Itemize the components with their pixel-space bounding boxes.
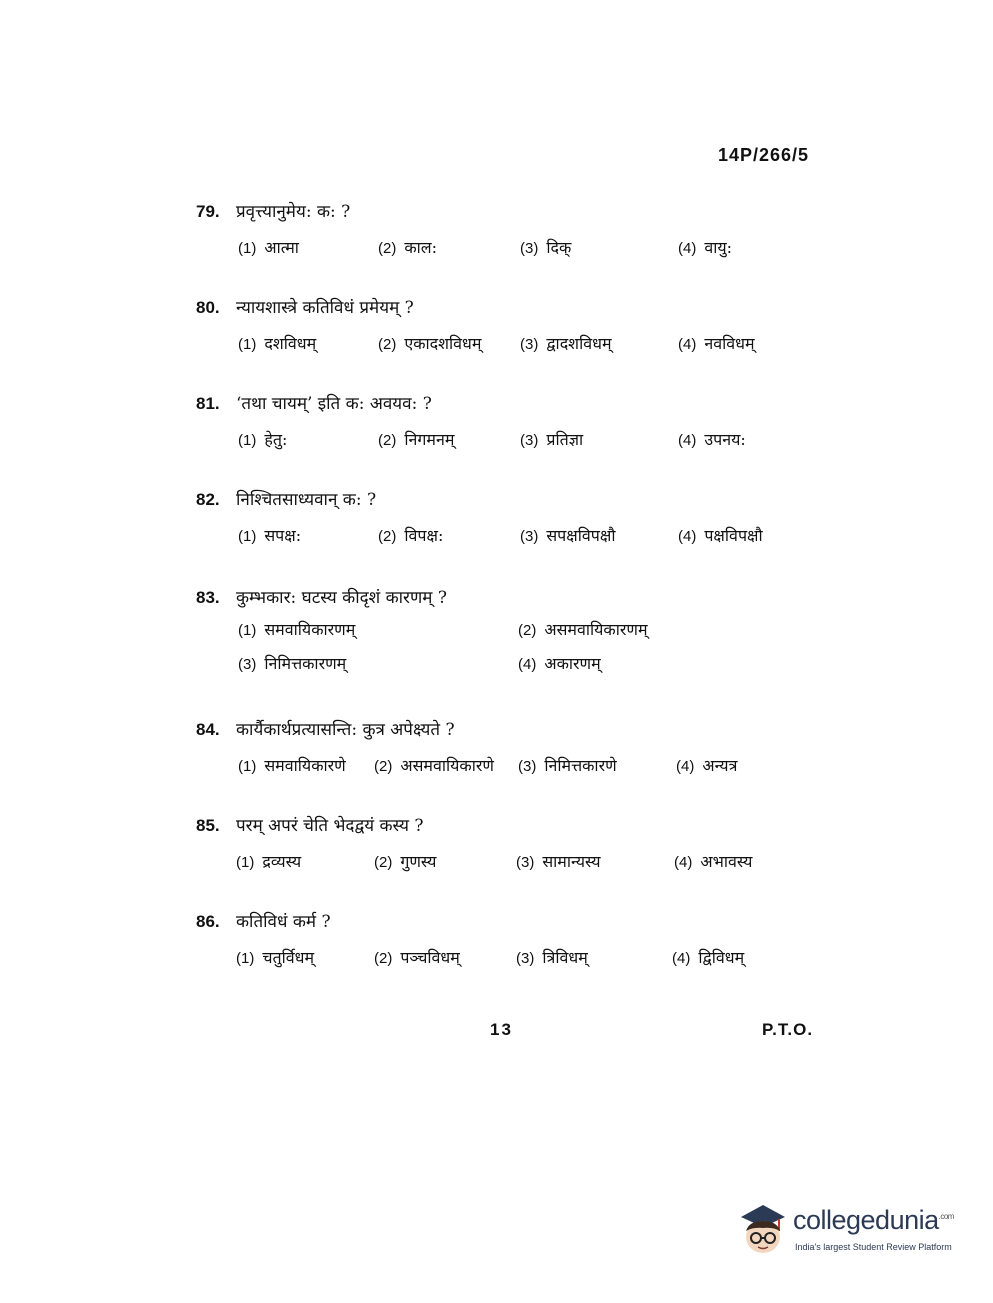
option-1: (1) चतुर्विधम् <box>236 948 315 967</box>
option-1: (1) समवायिकारणे <box>238 756 346 775</box>
option-3: (3) दिक् <box>520 238 572 257</box>
option-4: (4) अकारणम् <box>518 654 601 673</box>
question-text: प्रवृत्त्यानुमेय: क: ? <box>236 202 351 222</box>
question-79 <box>196 198 836 270</box>
question-text: कार्यैकार्थप्रत्यासन्ति: कुत्र अपेक्ष्यते ? <box>236 720 455 740</box>
question-81 <box>196 390 836 462</box>
question-86 <box>196 908 836 980</box>
question-number: 84. <box>196 720 220 739</box>
option-4: (4) पक्षविपक्षौ <box>678 526 763 545</box>
option-4: (4) अन्यत्र <box>676 756 738 775</box>
option-3: (3) निमित्तकारणम् <box>238 654 347 673</box>
options <box>196 332 836 366</box>
question-number: 86. <box>196 912 220 931</box>
question-text: ‘तथा चायम्’ इति क: अवयव: ? <box>236 394 432 414</box>
brand-suffix: .com <box>938 1212 954 1221</box>
options <box>196 850 836 884</box>
option-1: (1) द्रव्यस्य <box>236 852 302 871</box>
question-text: कतिविधं कर्म ? <box>236 912 331 932</box>
page-number: 13 <box>490 1020 513 1039</box>
option-4: (4) उपनय: <box>678 430 746 449</box>
options <box>196 946 836 980</box>
question-83 <box>196 584 836 688</box>
question-text: निश्चितसाध्यवान् क: ? <box>236 490 377 510</box>
option-3: (3) निमित्तकारणे <box>518 756 617 775</box>
option-2: (2) असमवायिकारणे <box>374 756 494 775</box>
options <box>196 524 836 558</box>
option-4: (4) अभावस्य <box>674 852 753 871</box>
option-2: (2) एकादशविधम् <box>378 334 482 353</box>
option-2: (2) पञ्चविधम् <box>374 948 460 967</box>
options <box>196 428 836 462</box>
option-4: (4) नवविधम् <box>678 334 755 353</box>
options <box>196 754 836 788</box>
option-2: (2) गुणस्य <box>374 852 437 871</box>
brand-tagline: India's largest Student Review Platform <box>795 1242 952 1252</box>
options <box>196 236 836 270</box>
option-1: (1) सपक्ष: <box>238 526 302 545</box>
question-number: 85. <box>196 816 220 835</box>
question-84 <box>196 716 836 788</box>
option-3: (3) द्वादशविधम् <box>520 334 612 353</box>
options <box>196 618 836 688</box>
collegedunia-logo <box>735 1195 965 1265</box>
option-2: (2) निगमनम् <box>378 430 455 449</box>
option-2: (2) काल: <box>378 238 438 257</box>
question-text: परम् अपरं चेति भेदद्वयं कस्य ? <box>236 816 424 836</box>
question-number: 79. <box>196 202 220 221</box>
option-3: (3) त्रिविधम् <box>516 948 588 967</box>
paper-code: 14P/266/5 <box>718 145 810 165</box>
question-number: 82. <box>196 490 220 509</box>
question-number: 80. <box>196 298 220 317</box>
option-4: (4) द्विविधम् <box>672 948 745 967</box>
question-80 <box>196 294 836 366</box>
question-number: 83. <box>196 588 220 607</box>
pto-label: P.T.O. <box>762 1020 814 1039</box>
option-3: (3) सपक्षविपक्षौ <box>520 526 616 545</box>
question-text: न्यायशास्त्रे कतिविधं प्रमेयम् ? <box>236 298 414 318</box>
option-2: (2) विपक्ष: <box>378 526 444 545</box>
question-number: 81. <box>196 394 220 413</box>
brand-name: collegedunia <box>793 1205 939 1235</box>
mascot-icon <box>735 1199 791 1261</box>
option-2: (2) असमवायिकारणम् <box>518 620 648 639</box>
option-1: (1) समवायिकारणम् <box>238 620 356 639</box>
question-text: कुम्भकार: घटस्य कीदृशं कारणम् ? <box>236 588 447 608</box>
option-1: (1) हेतु: <box>238 430 288 449</box>
option-4: (4) वायु: <box>678 238 733 257</box>
option-3: (3) सामान्यस्य <box>516 852 601 871</box>
option-1: (1) दशविधम् <box>238 334 317 353</box>
question-85 <box>196 812 836 884</box>
option-3: (3) प्रतिज्ञा <box>520 430 584 449</box>
option-1: (1) आत्मा <box>238 238 299 257</box>
question-82 <box>196 486 836 558</box>
